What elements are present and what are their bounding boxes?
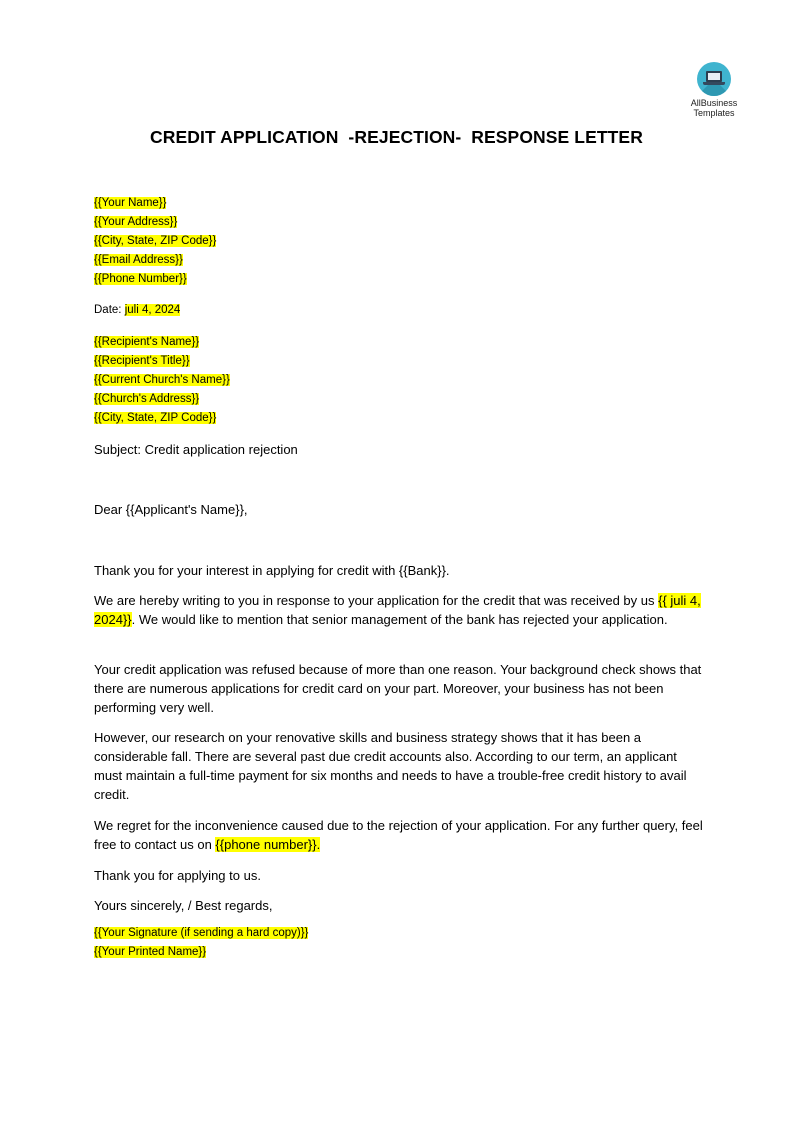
paragraph-thanks: Thank you for applying to us. bbox=[94, 868, 261, 883]
allbusiness-logo bbox=[683, 62, 745, 118]
date-line bbox=[94, 301, 180, 320]
closing: Yours sincerely, / Best regards, bbox=[94, 898, 273, 913]
sender-name: {{Your Name}} bbox=[94, 197, 167, 209]
recipient-block bbox=[94, 333, 230, 428]
date-value: juli 4, 2024 bbox=[124, 304, 181, 316]
recipient-name: {{Recipient's Name}} bbox=[94, 336, 200, 348]
recipient-city: {{City, State, ZIP Code}} bbox=[94, 412, 217, 424]
sender-phone: {{Phone Number}} bbox=[94, 273, 187, 285]
recipient-address: {{Church's Address}} bbox=[94, 393, 200, 405]
paragraph-1: Thank you for your interest in applying for credit with {{Bank}}. bbox=[94, 563, 450, 578]
paragraph-2: We are hereby writing to you in response to your application for the credit that was received by us {{ juli 4, 2024}}. We would like to mention that senior management of the bank has rejected your application. bbox=[94, 593, 701, 627]
recipient-church: {{Current Church's Name}} bbox=[94, 374, 230, 386]
salutation: Dear {{Applicant's Name}}, bbox=[94, 502, 248, 517]
recipient-title: {{Recipient's Title}} bbox=[94, 355, 190, 367]
phone-placeholder: {{phone number}}. bbox=[215, 837, 321, 852]
subject-line: Subject: Credit application rejection bbox=[94, 442, 298, 457]
received-date-placeholder: {{ juli 4, 2024}} bbox=[94, 593, 701, 627]
signature-placeholder: {{Your Signature (if sending a hard copy)}} bbox=[94, 927, 309, 939]
signature-block bbox=[94, 924, 308, 962]
sender-email: {{Email Address}} bbox=[94, 254, 183, 266]
paragraph-5: We regret for the inconvenience caused due to the rejection of your application. For any further query, feel free to contact us on {{phone number}}. bbox=[94, 818, 703, 852]
document-title: CREDIT APPLICATION -REJECTION- RESPONSE LETTER bbox=[150, 127, 643, 147]
paragraph-3: Your credit application was refused because of more than one reason. Your background check shows that there are numerous applications for credit card on your part. Moreover, your business has not been performing very well. bbox=[94, 662, 702, 715]
logo-text-line2: Templates bbox=[693, 108, 735, 118]
printed-name-placeholder: {{Your Printed Name}} bbox=[94, 946, 207, 958]
sender-city: {{City, State, ZIP Code}} bbox=[94, 235, 217, 247]
laptop-icon bbox=[697, 62, 731, 96]
logo-text-line1: AllBusiness bbox=[690, 98, 738, 108]
sender-address: {{Your Address}} bbox=[94, 216, 178, 228]
date-label: Date: bbox=[94, 304, 125, 316]
paragraph-4: However, our research on your renovative skills and business strategy shows that it has been a considerable fall. There are several past due credit accounts also. According to our term, an applicant must maintain a full-time payment for six months and needs to have a trouble-free credit history to avail credit. bbox=[94, 730, 687, 802]
sender-block bbox=[94, 194, 216, 289]
